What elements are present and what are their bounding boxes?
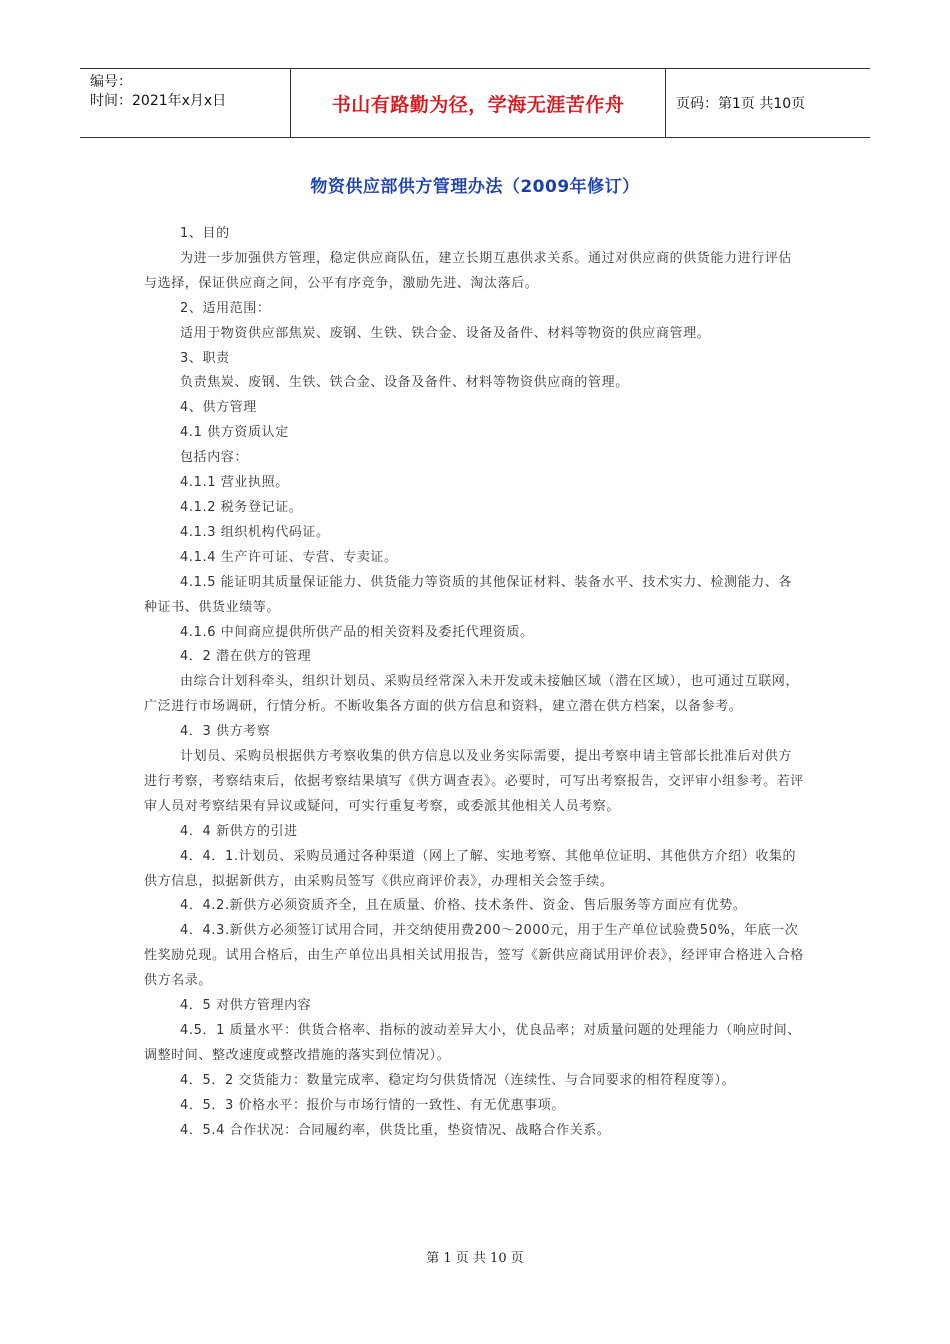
paragraph: 包括内容： [180,450,249,466]
subsection-heading: 4．5 对供方管理内容 [180,998,312,1014]
header-motto: 书山有路勤为径，学海无涯苦作舟 [290,69,666,137]
paragraph: 4．4.3.新供方必须签订试用合同，并交纳使用费200～2000元，用于生产单位试验费50%，年底一次性奖励兑现。试用合格后，由生产单位出具相关试用报告，签写《新供应商试用评价表》，经评审合格进入合格供方名录。 [144,923,804,989]
section-heading: 2、适用范围： [180,300,271,316]
section-heading: 4、供方管理 [180,400,257,416]
paragraph: 4．4.2.新供方必须资质齐全，且在质量、价格、技术条件、资金、售后服务等方面应有优势。 [180,898,747,914]
subsection-heading: 4.1 供方资质认定 [180,425,289,441]
subsection-heading: 4．2 潜在供方的管理 [180,649,312,665]
page-header [80,68,870,138]
section-heading: 1、目的 [180,226,230,241]
document-title: 物资供应部供方管理办法（2009年修订） [310,177,640,197]
paragraph: 负责焦炭、废钢、生铁、铁合金、设备及备件、材料等物资供应商的管理。 [180,375,629,391]
list-item: 4.1.5 能证明其质量保证能力、供货能力等资质的其他保证材料、装备水平、技术实力、检测能力、各种证书、供货业绩等。 [144,574,793,615]
list-item: 4.1.6 中间商应提供所供产品的相关资料及委托代理资质。 [180,624,534,640]
document-body [144,222,804,1144]
list-item: 4.1.4 生产许可证、专营、专卖证。 [180,549,398,565]
header-meta [80,69,290,137]
paragraph: 为进一步加强供方管理，稳定供应商队伍，建立长期互惠供求关系。通过对供应商的供货能力进行评估与选择，保证供应商之间，公平有序竞争，激励先进、淘汰落后。 [144,250,793,291]
list-item: 4.1.3 组织机构代码证。 [180,524,330,540]
page-footer: 第 1 页 共 10 页 [426,1251,524,1266]
paragraph: 4．5．3 价格水平：报价与市场行情的一致性、有无优惠事项。 [180,1097,565,1113]
paragraph: 4．4．1.计划员、采购员通过各种渠道（网上了解、实地考察、其他单位证明、其他供方介绍）收集的供方信息，拟据新供方，由采购员签写《供应商评价表》，办理相关会签手续。 [144,848,797,889]
paragraph: 4．5．2 交货能力：数量完成率、稳定均匀供货情况（连续性、与合同要求的相符程度等）。 [180,1072,736,1088]
paragraph: 4．5.4 合作状况：合同履约率，供货比重，垫资情况、战略合作关系。 [180,1122,611,1138]
paragraph: 由综合计划科牵头，组织计划员、采购员经常深入未开发或未接触区域（潜在区域），也可通过互联网，广泛进行市场调研，行情分析。不断收集各方面的供方信息和资料，建立潜在供方档案，以备参考。 [144,674,800,715]
paragraph: 计划员、采购员根据供方考察收集的供方信息以及业务实际需要，提出考察申请主管部长批准后对供方进行考察，考察结束后，依据考察结果填写《供方调查表》。必要时，可写出考察报告，交评审小组参考。若评审人员对考察结果有异议或疑问，可实行重复考察，或委派其他相关人员考察。 [144,749,804,814]
paragraph: 适用于物资供应部焦炭、废钢、生铁、铁合金、设备及备件、材料等物资的供应商管理。 [180,325,711,341]
section-heading: 3、职责 [180,350,230,366]
list-item: 4.1.1 营业执照。 [180,475,289,491]
date-label: 时间：2021年x月x日 [90,93,227,109]
header-page-info: 页码：第1页 共10页 [676,96,806,112]
number-label: 编号： [90,74,132,90]
paragraph: 4.5．1 质量水平：供货合格率、指标的波动差异大小，优良品率；对质量问题的处理能力（响应时间、调整时间、整改速度或整改措施的落实到位情况）。 [144,1023,801,1063]
list-item: 4.1.2 税务登记证。 [180,499,303,515]
subsection-heading: 4．4 新供方的引进 [180,823,298,839]
subsection-heading: 4．3 供方考察 [180,724,271,740]
